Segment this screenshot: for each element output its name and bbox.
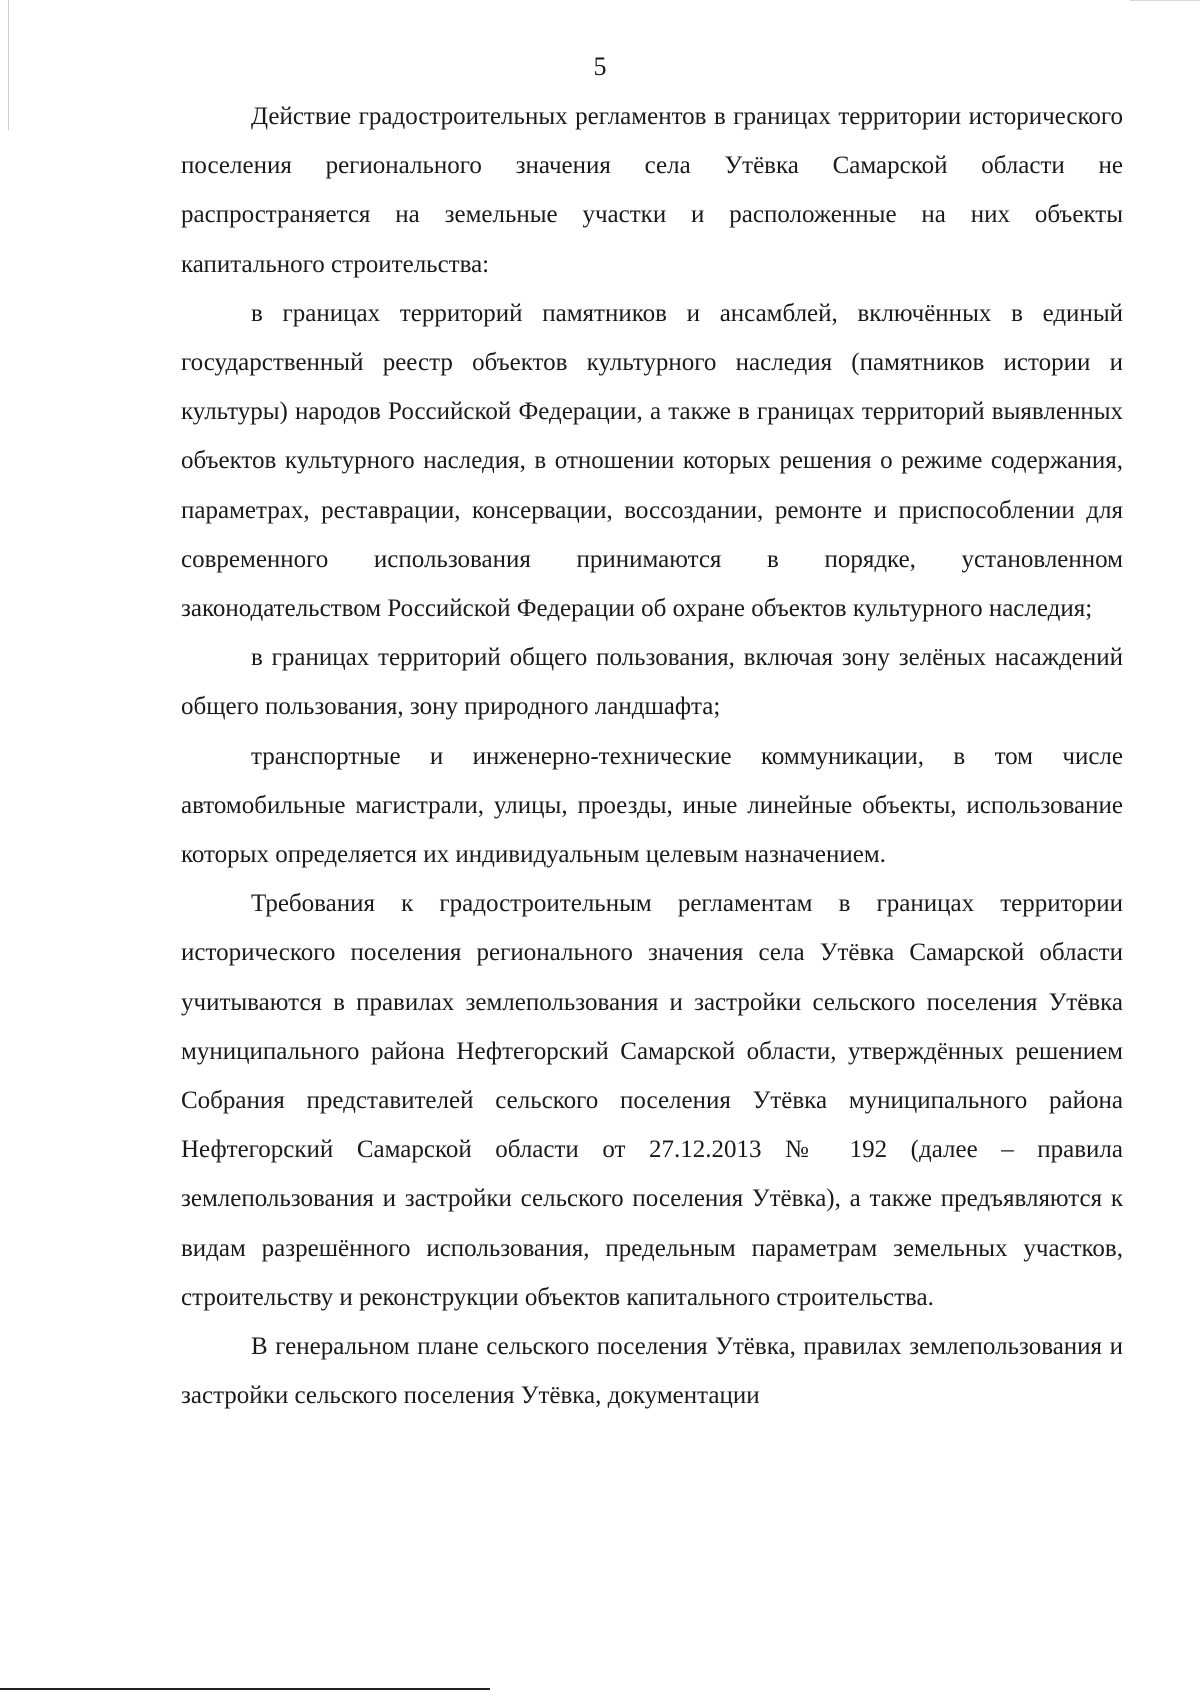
scan-edge-bottom — [0, 1688, 490, 1690]
page-number: 5 — [593, 52, 607, 81]
paragraph-item-monuments: в границах территорий памятников и ансамблей, включённых в единый государственный реестр объектов культурного наследия (памятников истории и культуры) народов Российской Федерации, а также в границах территорий выявленных объектов культурного наследия, в отношении которых решения о режиме содержания, параметрах, реставрации, консервации, воссоздании, ремонте и приспособлении для современного использования принимаются в порядке, установленном законодательством Российской Федерации об охране объектов культурного наследия; — [181, 299, 1123, 623]
paragraph-item-transport: транспортные и инженерно-технические коммуникации, в том числе автомобильные магистрали, улицы, проезды, иные линейные объекты, использование которых определяется их индивидуальным целевым назначением. — [181, 742, 1123, 869]
paragraph-intro: Действие градостроительных регламентов в границах территории исторического поселения регионального значения села Утёвка Самарской области не распространяется на земельные участки и расположенные на них объекты капитального строительства: — [181, 103, 1123, 278]
paragraph-item-public-use: в границах территорий общего пользования, включая зону зелёных насаждений общего пользования, зону природного ландшафта; — [181, 644, 1123, 721]
scan-edge-top-right — [1130, 0, 1200, 1]
paragraph-general-plan: В генеральном плане сельского поселения Утёвка, правилах землепользования и застройки сельского поселения Утёвка, документации — [181, 1333, 1123, 1410]
paragraph-requirements: Требования к градостроительным регламентам в границах территории исторического поселения регионального значения села Утёвка Самарской области учитываются в правилах землепользования и застройки сельского поселения Утёвка муниципального района Нефтегорский Самарской области, утверждённых решением Собрания представителей сельского поселения Утёвка муниципального района Нефтегорский Самарской области от 27.12.2013 № 192 (далее – правила землепользования и застройки сельского поселения Утёвка), а также предъявляются к видам разрешённого использования, предельным параметрам земельных участков, строительству и реконструкции объектов капитального строительства. — [181, 890, 1123, 1311]
document-body — [181, 92, 1123, 1420]
